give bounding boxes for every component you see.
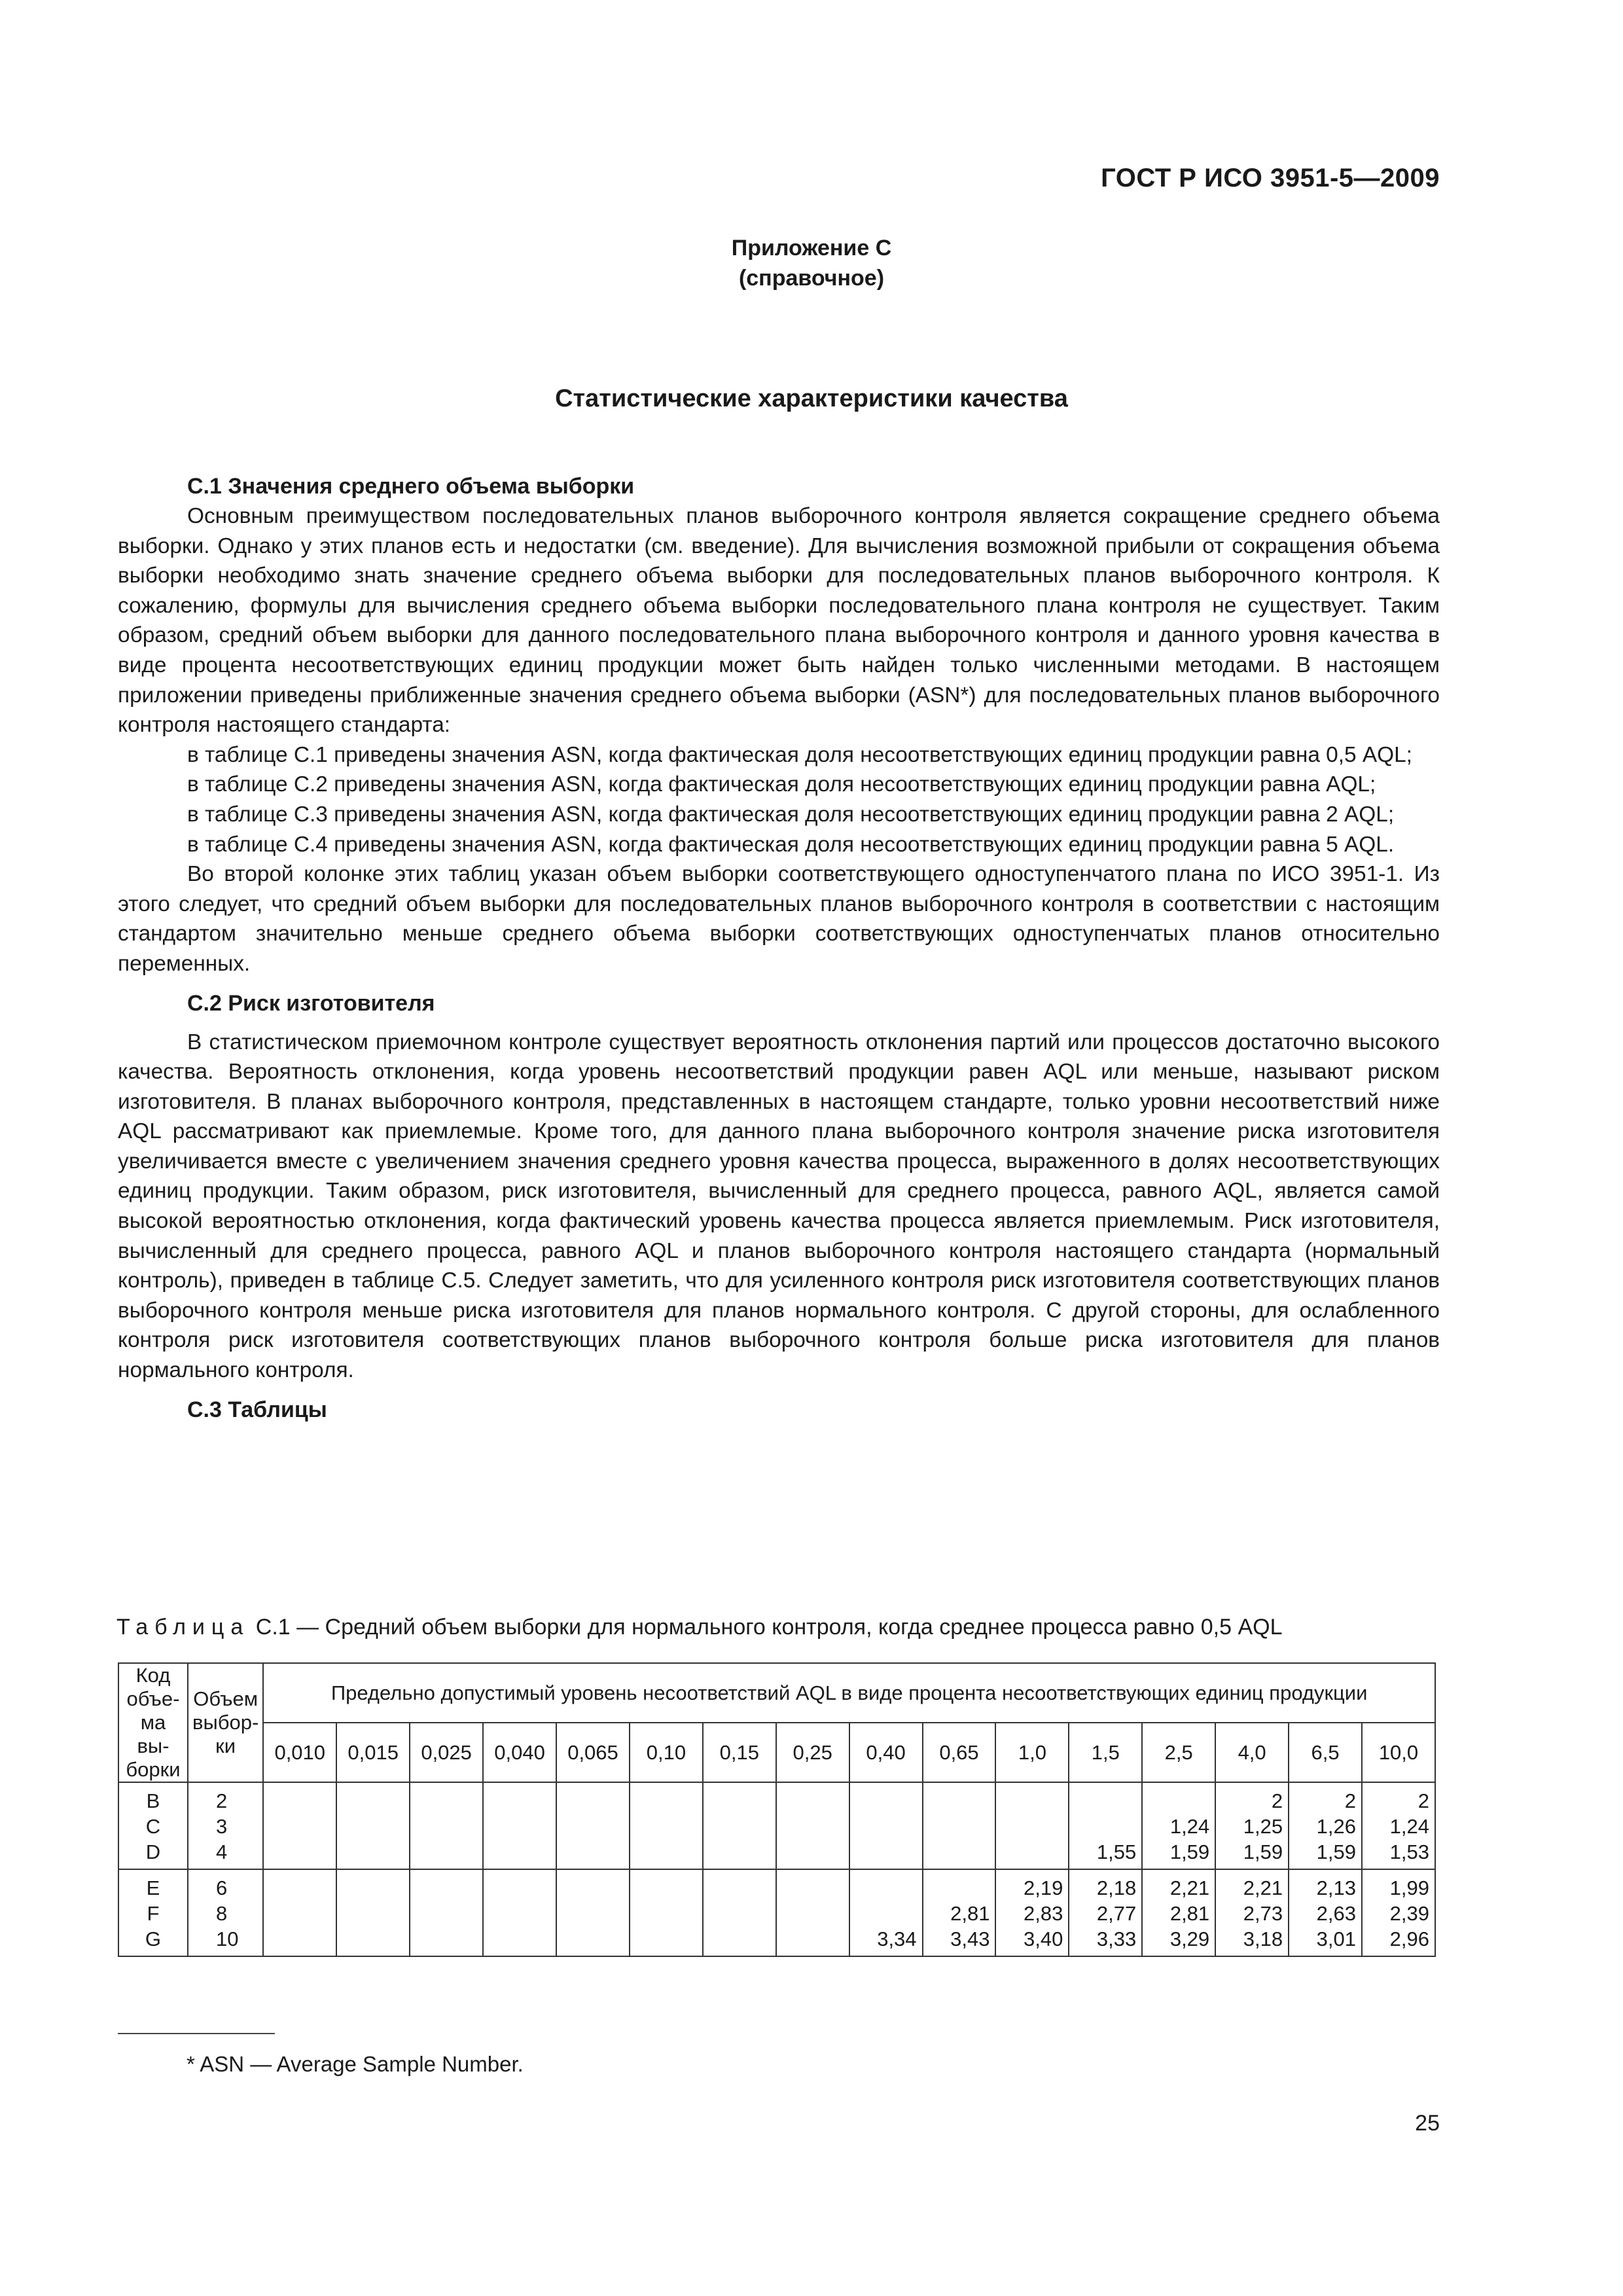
table-row [118,1782,1435,1869]
asn-value [781,1788,844,1814]
asn-value [781,1814,844,1839]
asn-value-cell [923,1869,996,1956]
asn-value-cell [995,1869,1069,1956]
table-caption-label: Таблица [116,1615,250,1640]
asn-value-cell [1142,1782,1215,1869]
header-line: выбор- [192,1711,259,1734]
column-header-sample-size [188,1663,263,1782]
aql-header-cell: 0,040 [483,1723,556,1782]
aql-header-cell: 4,0 [1215,1723,1289,1782]
asn-table [118,1662,1436,1957]
asn-value: 2,73 [1243,1902,1283,1925]
asn-value [927,1788,990,1814]
asn-value-cell [336,1869,410,1956]
asn-value-cell [263,1782,336,1869]
asn-value [488,1901,550,1926]
asn-value [781,1901,844,1926]
asn-value [488,1926,550,1952]
asn-value [854,1788,917,1814]
asn-value-cell [1362,1869,1435,1956]
table-row [118,1869,1435,1956]
asn-value [781,1875,844,1901]
asn-value [488,1814,550,1839]
asn-value: 3,18 [1243,1928,1283,1950]
asn-value [707,1839,770,1865]
sample-size-cell [188,1869,263,1956]
asn-value-cell [776,1869,849,1956]
asn-value: 2,96 [1389,1928,1429,1950]
annex-type: (справочное) [738,266,885,291]
asn-value [781,1839,844,1865]
asn-value [1000,1814,1063,1839]
aql-header-cell: 0,40 [849,1723,923,1782]
asn-value: 2,77 [1096,1902,1137,1925]
paragraph: Основным преимуществом последовательных планов выборочного контроля является сокращение среднего объема выборки. Однако у этих планов есть и недостатки (см. введение). Для вычисления возможной прибыли от сокращения объема выборки необходимо знать значение среднего объема выборки для последовательных планов выборочного контроля. К сожалению, формулы для вычисления среднего объема выборки последовательного плана контроля не существует. Таким образом, средний объем выборки для данного последовательного плана выборочного контроля и данного уровня качества в виде процента несоответствующих единиц продукции может быть найден только численными методами. В настоящем приложении приведены приближенные значения среднего объема выборки (ASN*) для последовательных планов выборочного контроля настоящего стандарта: [118,504,1440,738]
sample-size-cell [188,1782,263,1869]
asn-value [414,1926,477,1952]
sample-code: D [145,1840,161,1863]
column-header-code [118,1663,188,1782]
asn-value [1073,1788,1136,1814]
table-caption [116,1615,1283,1640]
asn-value-cell [923,1782,996,1869]
aql-group-header: Предельно допустимый уровень несоответствий AQL в виде процента несоответствующих единиц продукции [263,1663,1435,1723]
asn-value: 1,26 [1316,1815,1356,1838]
section-c1-heading: С.1 Значения среднего объема выборки [187,474,635,499]
asn-value: 2,21 [1243,1876,1283,1899]
asn-value-cell [263,1869,336,1956]
asn-value [634,1875,697,1901]
aql-header-cell: 0,15 [703,1723,776,1782]
asn-value [707,1926,770,1952]
asn-value [634,1901,697,1926]
paragraph: Во второй колонке этих таблиц указан объем выборки соответствующего одноступенчатого плана по ИСО 3951-1. Из этого следует, что средний объем выборки для последовательных планов выборочного контроля в соответствии с настоящим стандартом значительно меньше среднего объема выборки соответствующих одноступенчатых планов относительно переменных. [118,862,1440,976]
asn-value-cell [703,1782,776,1869]
paragraph: В статистическом приемочном контроле существует вероятность отклонения партий или процессов достаточно высокого качества. Вероятность отклонения, когда уровень несоответствий продукции равен AQL или меньше, называют риском изготовителя. В планах выборочного контроля, представленных в настоящем стандарте, только уровни несоответствий ниже AQL рассматривают как приемлемые. Кроме того, для данного плана выборочного контроля значение риска изготовителя увеличивается вместе с увеличением значения среднего уровня качества процесса, выраженного в долях несоответствующих единиц продукции. Таким образом, риск изготовителя, вычисленный для среднего процесса, равного AQL, является самой высокой вероятностью отклонения, когда фактический уровень качества процесса является приемлемым. Риск изготовителя, вычисленный для среднего процесса, равного AQL и планов выборочного контроля настоящего стандарта (нормальный контроль), приведен в таблице С.5. Следует заметить, что для усиленного контроля риск изготовителя соответствующих планов выборочного контроля меньше риска изготовителя для планов нормального контроля. С другой стороны, для ослабленного контроля риск изготовителя соответствующих планов выборочного контроля больше риска изготовителя для планов нормального контроля. [118,1030,1440,1383]
header-line: объе- [126,1687,180,1710]
asn-value [561,1839,624,1865]
list-item: в таблице С.3 приведены значения ASN, когда фактическая доля несоответствующих единиц продукции равна 2 AQL; [187,802,1395,827]
section-c2-heading: С.2 Риск изготовителя [187,990,435,1016]
asn-value-cell [1289,1782,1362,1869]
asn-value: 2,81 [950,1902,990,1925]
aql-header-cell: 0,010 [263,1723,336,1782]
asn-value: 2,18 [1096,1876,1137,1899]
asn-value: 1,53 [1389,1840,1429,1863]
asn-value [268,1901,330,1926]
asn-value [854,1814,917,1839]
table-caption-text: С.1 — Средний объем выборки для нормального контроля, когда среднее процесса равно 0,5 AQL [249,1615,1283,1640]
list-item: в таблице С.4 приведены значения ASN, когда фактическая доля несоответствующих единиц продукции равна 5 AQL. [187,832,1395,857]
asn-value [488,1875,550,1901]
asn-value-cell [1362,1782,1435,1869]
asn-value-cell [849,1869,923,1956]
asn-value [707,1901,770,1926]
aql-header-cell: 0,10 [630,1723,703,1782]
asn-value-cell [483,1869,556,1956]
asn-value: 1,59 [1169,1840,1210,1863]
asn-value [268,1814,330,1839]
asn-value-cell [410,1869,483,1956]
header-line: борки [126,1758,181,1781]
sample-code: B [146,1789,160,1812]
asn-value [927,1875,990,1901]
asn-value [414,1875,477,1901]
asn-value [634,1814,697,1839]
asn-value [414,1814,477,1839]
asn-value [268,1839,330,1865]
asn-value [927,1839,990,1865]
asn-value: 1,59 [1243,1840,1283,1863]
asn-value [414,1839,477,1865]
sample-code-cell [118,1782,188,1869]
asn-value [341,1875,404,1901]
asn-value: 2 [1271,1789,1283,1812]
sample-code: C [145,1815,161,1838]
list-item: в таблице С.1 приведены значения ASN, когда фактическая доля несоответствующих единиц продукции равна 0,5 AQL; [187,742,1412,767]
asn-value: 2,13 [1316,1876,1356,1899]
asn-value [854,1875,917,1901]
asn-value [634,1788,697,1814]
asn-value [1073,1814,1136,1839]
asn-value [341,1788,404,1814]
asn-value [707,1788,770,1814]
asn-value [1147,1788,1209,1814]
main-title: Статистические характеристики качества [555,385,1068,412]
sample-code: G [145,1928,162,1950]
asn-value [707,1875,770,1901]
asn-value: 1,59 [1316,1840,1356,1863]
asn-value [488,1788,550,1814]
body-text [118,471,1440,1425]
asn-value-cell [630,1869,703,1956]
asn-value: 2,39 [1389,1902,1429,1925]
page-number: 25 [1415,2111,1440,2136]
asn-value [341,1814,404,1839]
aql-header-cell: 0,065 [556,1723,630,1782]
asn-value [561,1926,624,1952]
asn-value-cell [556,1782,630,1869]
asn-value [854,1839,917,1865]
asn-value: 1,24 [1169,1815,1210,1838]
asn-value [561,1814,624,1839]
list-item: в таблице С.2 приведены значения ASN, когда фактическая доля несоответствующих единиц продукции равна AQL; [187,772,1376,797]
asn-value [341,1926,404,1952]
asn-value [488,1839,550,1865]
asn-value [268,1926,330,1952]
asn-value-cell [703,1869,776,1956]
asn-value-cell [483,1782,556,1869]
asn-value [268,1875,330,1901]
aql-header-cell: 0,015 [336,1723,410,1782]
sample-code-cell [118,1869,188,1956]
asn-value: 1,99 [1389,1876,1429,1899]
asn-value-cell [995,1782,1069,1869]
asn-value [634,1839,697,1865]
asn-value: 3,34 [877,1928,917,1950]
asn-value [268,1788,330,1814]
aql-header-cell: 0,025 [410,1723,483,1782]
asn-value-cell [1142,1869,1215,1956]
asn-value: 1,24 [1389,1815,1429,1838]
aql-header-cell: 0,25 [776,1723,849,1782]
asn-value: 3,29 [1169,1928,1210,1950]
asn-value [414,1901,477,1926]
aql-header-cell: 0,65 [923,1723,996,1782]
asn-value-cell [1215,1869,1289,1956]
sample-size: 3 [215,1815,228,1838]
asn-value: 3,01 [1316,1928,1356,1950]
aql-header-cell: 10,0 [1362,1723,1435,1782]
asn-value-cell [630,1782,703,1869]
sample-size: 4 [215,1840,228,1863]
asn-value-cell [849,1782,923,1869]
asn-value [341,1901,404,1926]
asn-value-cell [1069,1782,1142,1869]
asn-value [341,1839,404,1865]
asn-value: 3,33 [1096,1928,1137,1950]
sample-size: 10 [215,1928,239,1950]
section-c3-heading: С.3 Таблицы [187,1397,327,1422]
header-line: Код [135,1664,171,1687]
annex-title: Приложение С [731,236,892,260]
footnote: * ASN — Average Sample Number. [187,2052,524,2076]
aql-header-cell: 6,5 [1289,1723,1362,1782]
sample-code: F [147,1902,160,1925]
asn-value: 3,43 [950,1928,990,1950]
aql-header-cell: 2,5 [1142,1723,1215,1782]
asn-value [707,1814,770,1839]
sample-size: 8 [215,1902,228,1925]
asn-value [927,1814,990,1839]
asn-value: 2,21 [1169,1876,1210,1899]
asn-value: 1,25 [1243,1815,1283,1838]
standard-designation: ГОСТ Р ИСО 3951-5—2009 [1101,164,1440,192]
asn-value: 2,19 [1024,1876,1063,1899]
header-line: Объем [193,1687,259,1710]
asn-value [1000,1839,1063,1865]
asn-value: 2 [1418,1789,1429,1812]
header-line: ма вы- [137,1711,169,1757]
sample-size: 6 [215,1876,228,1899]
asn-value-cell [1069,1869,1142,1956]
sample-code: E [146,1876,160,1899]
asn-value [854,1901,917,1926]
asn-value-cell [336,1782,410,1869]
asn-value [414,1788,477,1814]
asn-value-cell [776,1782,849,1869]
aql-header-cell: 1,0 [995,1723,1069,1782]
asn-value-cell [1215,1782,1289,1869]
asn-value: 3,40 [1024,1928,1063,1950]
asn-value [781,1926,844,1952]
asn-value [561,1901,624,1926]
asn-value: 2 [1344,1789,1356,1812]
asn-value [1000,1788,1063,1814]
asn-value: 2,63 [1316,1902,1356,1925]
asn-value-cell [556,1869,630,1956]
asn-value: 2,83 [1024,1902,1063,1925]
asn-value-cell [1289,1869,1362,1956]
asn-value [561,1788,624,1814]
asn-value: 1,55 [1096,1840,1137,1863]
header-line: ки [215,1734,236,1757]
asn-value-cell [410,1782,483,1869]
asn-value: 2,81 [1169,1902,1210,1925]
sample-size: 2 [215,1789,228,1812]
asn-value [561,1875,624,1901]
aql-header-cell: 1,5 [1069,1723,1142,1782]
footnote-rule [118,2033,275,2034]
asn-value [634,1926,697,1952]
